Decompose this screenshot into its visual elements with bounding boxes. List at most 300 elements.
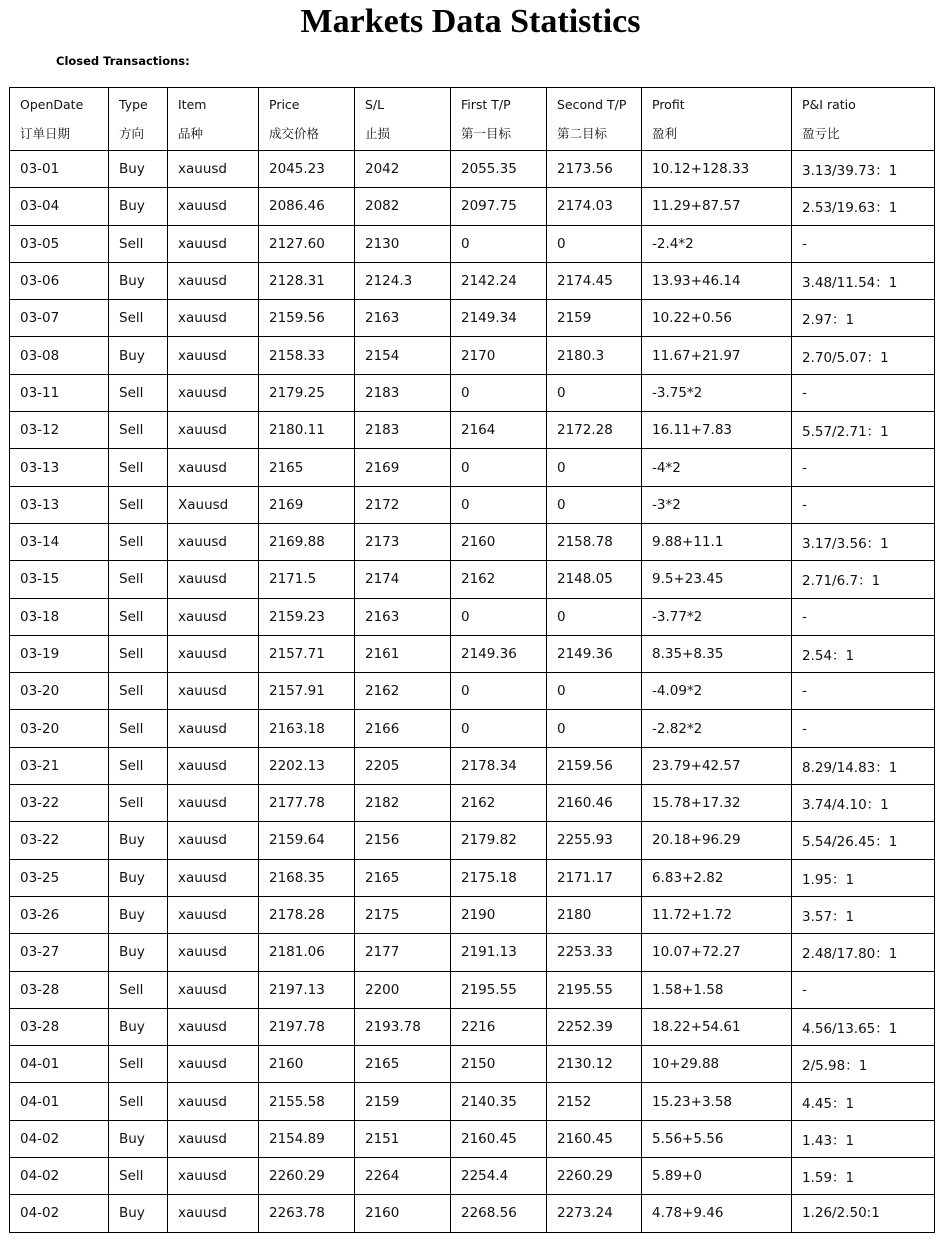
cell-pi-ratio: 1.43：1	[792, 1120, 935, 1157]
cell-pi-ratio: -	[792, 710, 935, 747]
cell-first-tp: 2216	[451, 1008, 547, 1045]
cell-pi-ratio: -	[792, 374, 935, 411]
column-header-label: Item	[178, 97, 207, 112]
table-header-row	[10, 88, 935, 151]
table-row	[10, 785, 935, 822]
table-row	[10, 188, 935, 225]
column-header-type	[109, 88, 168, 151]
table-row	[10, 262, 935, 299]
cell-item: xauusd	[168, 635, 259, 672]
table-row	[10, 896, 935, 933]
cell-first-tp: 2097.75	[451, 188, 547, 225]
cell-profit: -3*2	[642, 486, 792, 523]
column-header-label-cn: 止损	[365, 126, 391, 141]
cell-profit: 9.88+11.1	[642, 523, 792, 560]
cell-stop-loss: 2177	[355, 934, 451, 971]
cell-pi-ratio: 2.71/6.7：1	[792, 561, 935, 598]
cell-stop-loss: 2130	[355, 225, 451, 262]
cell-open-date: 03-01	[10, 151, 109, 188]
cell-pi-ratio: 4.56/13.65：1	[792, 1008, 935, 1045]
cell-first-tp: 2175.18	[451, 859, 547, 896]
cell-stop-loss: 2156	[355, 822, 451, 859]
cell-price: 2045.23	[259, 151, 355, 188]
cell-second-tp: 0	[547, 598, 642, 635]
cell-stop-loss: 2042	[355, 151, 451, 188]
column-header-profit	[642, 88, 792, 151]
cell-second-tp: 2195.55	[547, 971, 642, 1008]
cell-first-tp: 2170	[451, 337, 547, 374]
cell-second-tp: 2158.78	[547, 523, 642, 560]
column-header-label: First T/P	[461, 97, 511, 112]
cell-pi-ratio: -	[792, 673, 935, 710]
cell-item: Xauusd	[168, 486, 259, 523]
cell-item: xauusd	[168, 1158, 259, 1195]
cell-pi-ratio: 3.57：1	[792, 896, 935, 933]
cell-stop-loss: 2165	[355, 859, 451, 896]
cell-open-date: 03-27	[10, 934, 109, 971]
column-header-label: Profit	[652, 97, 685, 112]
cell-item: xauusd	[168, 785, 259, 822]
cell-profit: 16.11+7.83	[642, 412, 792, 449]
cell-second-tp: 2253.33	[547, 934, 642, 971]
cell-profit: 9.5+23.45	[642, 561, 792, 598]
cell-profit: 18.22+54.61	[642, 1008, 792, 1045]
cell-profit: -2.82*2	[642, 710, 792, 747]
cell-first-tp: 2195.55	[451, 971, 547, 1008]
cell-first-tp: 0	[451, 598, 547, 635]
cell-pi-ratio: 2/5.98：1	[792, 1046, 935, 1083]
table-row	[10, 486, 935, 523]
cell-second-tp: 2159.56	[547, 747, 642, 784]
column-header-label: Price	[269, 97, 300, 112]
cell-item: xauusd	[168, 859, 259, 896]
cell-type: Buy	[109, 337, 168, 374]
cell-profit: 15.78+17.32	[642, 785, 792, 822]
cell-item: xauusd	[168, 1046, 259, 1083]
cell-type: Sell	[109, 635, 168, 672]
cell-price: 2202.13	[259, 747, 355, 784]
cell-price: 2178.28	[259, 896, 355, 933]
cell-first-tp: 2178.34	[451, 747, 547, 784]
cell-item: xauusd	[168, 971, 259, 1008]
cell-price: 2171.5	[259, 561, 355, 598]
cell-item: xauusd	[168, 337, 259, 374]
cell-price: 2159.23	[259, 598, 355, 635]
cell-type: Sell	[109, 747, 168, 784]
cell-profit: 23.79+42.57	[642, 747, 792, 784]
cell-profit: 20.18+96.29	[642, 822, 792, 859]
cell-first-tp: 0	[451, 710, 547, 747]
cell-open-date: 04-02	[10, 1158, 109, 1195]
cell-second-tp: 2260.29	[547, 1158, 642, 1195]
table-row	[10, 598, 935, 635]
cell-type: Sell	[109, 412, 168, 449]
cell-type: Buy	[109, 1195, 168, 1232]
cell-open-date: 03-28	[10, 971, 109, 1008]
column-header-open-date	[10, 88, 109, 151]
cell-first-tp: 2140.35	[451, 1083, 547, 1120]
cell-open-date: 03-22	[10, 785, 109, 822]
cell-stop-loss: 2200	[355, 971, 451, 1008]
cell-profit: -3.77*2	[642, 598, 792, 635]
table-row	[10, 1083, 935, 1120]
table-row	[10, 1158, 935, 1195]
cell-type: Sell	[109, 1083, 168, 1120]
cell-item: xauusd	[168, 412, 259, 449]
cell-second-tp: 2172.28	[547, 412, 642, 449]
cell-stop-loss: 2160	[355, 1195, 451, 1232]
column-header-stop-loss	[355, 88, 451, 151]
cell-stop-loss: 2175	[355, 896, 451, 933]
cell-second-tp: 0	[547, 374, 642, 411]
column-header-label-cn: 成交价格	[269, 126, 320, 141]
column-header-second-tp	[547, 88, 642, 151]
cell-item: xauusd	[168, 262, 259, 299]
cell-stop-loss: 2205	[355, 747, 451, 784]
cell-item: xauusd	[168, 1008, 259, 1045]
cell-price: 2127.60	[259, 225, 355, 262]
cell-stop-loss: 2161	[355, 635, 451, 672]
cell-stop-loss: 2264	[355, 1158, 451, 1195]
cell-price: 2086.46	[259, 188, 355, 225]
cell-pi-ratio: 5.54/26.45：1	[792, 822, 935, 859]
cell-price: 2157.91	[259, 673, 355, 710]
column-header-label-cn: 盈利	[652, 126, 678, 141]
cell-stop-loss: 2163	[355, 300, 451, 337]
cell-stop-loss: 2151	[355, 1120, 451, 1157]
cell-price: 2155.58	[259, 1083, 355, 1120]
cell-item: xauusd	[168, 561, 259, 598]
cell-type: Sell	[109, 486, 168, 523]
cell-price: 2180.11	[259, 412, 355, 449]
cell-stop-loss: 2162	[355, 673, 451, 710]
cell-second-tp: 2149.36	[547, 635, 642, 672]
column-header-label-cn: 盈亏比	[802, 126, 840, 141]
cell-stop-loss: 2124.3	[355, 262, 451, 299]
cell-first-tp: 2191.13	[451, 934, 547, 971]
cell-open-date: 03-08	[10, 337, 109, 374]
cell-pi-ratio: -	[792, 449, 935, 486]
cell-type: Buy	[109, 896, 168, 933]
cell-pi-ratio: 2.48/17.80：1	[792, 934, 935, 971]
cell-price: 2128.31	[259, 262, 355, 299]
cell-price: 2179.25	[259, 374, 355, 411]
cell-open-date: 03-13	[10, 486, 109, 523]
cell-type: Buy	[109, 1120, 168, 1157]
cell-stop-loss: 2154	[355, 337, 451, 374]
table-row	[10, 934, 935, 971]
cell-profit: 10.22+0.56	[642, 300, 792, 337]
cell-type: Buy	[109, 188, 168, 225]
cell-profit: 13.93+46.14	[642, 262, 792, 299]
cell-item: xauusd	[168, 598, 259, 635]
cell-stop-loss: 2169	[355, 449, 451, 486]
column-header-label: P&I ratio	[802, 97, 856, 112]
cell-price: 2181.06	[259, 934, 355, 971]
cell-pi-ratio: 3.17/3.56：1	[792, 523, 935, 560]
cell-open-date: 03-11	[10, 374, 109, 411]
cell-second-tp: 2160.45	[547, 1120, 642, 1157]
cell-type: Sell	[109, 1046, 168, 1083]
cell-second-tp: 2255.93	[547, 822, 642, 859]
cell-open-date: 03-12	[10, 412, 109, 449]
cell-profit: 11.72+1.72	[642, 896, 792, 933]
cell-price: 2154.89	[259, 1120, 355, 1157]
cell-type: Sell	[109, 449, 168, 486]
table-row	[10, 859, 935, 896]
cell-first-tp: 0	[451, 486, 547, 523]
cell-first-tp: 2055.35	[451, 151, 547, 188]
cell-pi-ratio: 5.57/2.71：1	[792, 412, 935, 449]
cell-price: 2157.71	[259, 635, 355, 672]
cell-stop-loss: 2183	[355, 374, 451, 411]
cell-second-tp: 0	[547, 486, 642, 523]
cell-pi-ratio: 4.45：1	[792, 1083, 935, 1120]
column-header-label-cn: 第一目标	[461, 126, 512, 141]
cell-second-tp: 2180.3	[547, 337, 642, 374]
table-row	[10, 151, 935, 188]
cell-pi-ratio: 3.13/39.73：1	[792, 151, 935, 188]
column-header-pi-ratio	[792, 88, 935, 151]
cell-item: xauusd	[168, 822, 259, 859]
cell-profit: 10.07+72.27	[642, 934, 792, 971]
cell-stop-loss: 2172	[355, 486, 451, 523]
cell-second-tp: 2130.12	[547, 1046, 642, 1083]
column-header-item	[168, 88, 259, 151]
table-row	[10, 300, 935, 337]
cell-first-tp: 0	[451, 374, 547, 411]
column-header-label-cn: 第二目标	[557, 126, 608, 141]
cell-first-tp: 2160	[451, 523, 547, 560]
cell-open-date: 04-02	[10, 1195, 109, 1232]
cell-second-tp: 0	[547, 673, 642, 710]
cell-pi-ratio: 2.70/5.07：1	[792, 337, 935, 374]
table-row	[10, 225, 935, 262]
cell-second-tp: 2160.46	[547, 785, 642, 822]
column-header-price	[259, 88, 355, 151]
cell-type: Sell	[109, 374, 168, 411]
cell-open-date: 03-20	[10, 710, 109, 747]
cell-stop-loss: 2159	[355, 1083, 451, 1120]
cell-profit: 1.58+1.58	[642, 971, 792, 1008]
cell-open-date: 03-07	[10, 300, 109, 337]
cell-price: 2165	[259, 449, 355, 486]
table-row	[10, 971, 935, 1008]
cell-type: Sell	[109, 971, 168, 1008]
cell-price: 2163.18	[259, 710, 355, 747]
cell-profit: -4.09*2	[642, 673, 792, 710]
column-header-label-cn: 品种	[178, 126, 204, 141]
cell-stop-loss: 2193.78	[355, 1008, 451, 1045]
cell-price: 2169	[259, 486, 355, 523]
cell-type: Sell	[109, 598, 168, 635]
table-row	[10, 710, 935, 747]
cell-second-tp: 2252.39	[547, 1008, 642, 1045]
cell-first-tp: 2142.24	[451, 262, 547, 299]
cell-pi-ratio: 2.53/19.63：1	[792, 188, 935, 225]
cell-pi-ratio: -	[792, 486, 935, 523]
cell-type: Buy	[109, 859, 168, 896]
table-row	[10, 822, 935, 859]
table-body	[10, 151, 935, 1233]
cell-profit: 10+29.88	[642, 1046, 792, 1083]
column-header-label-cn: 订单日期	[20, 126, 71, 141]
table-row	[10, 449, 935, 486]
cell-price: 2159.56	[259, 300, 355, 337]
cell-second-tp: 2174.45	[547, 262, 642, 299]
cell-type: Sell	[109, 1158, 168, 1195]
cell-type: Sell	[109, 561, 168, 598]
cell-open-date: 03-22	[10, 822, 109, 859]
cell-stop-loss: 2173	[355, 523, 451, 560]
cell-first-tp: 2160.45	[451, 1120, 547, 1157]
cell-type: Sell	[109, 523, 168, 560]
cell-pi-ratio: 2.97：1	[792, 300, 935, 337]
cell-price: 2169.88	[259, 523, 355, 560]
cell-price: 2159.64	[259, 822, 355, 859]
cell-open-date: 03-21	[10, 747, 109, 784]
cell-item: xauusd	[168, 1195, 259, 1232]
cell-first-tp: 2162	[451, 785, 547, 822]
cell-price: 2260.29	[259, 1158, 355, 1195]
cell-first-tp: 2149.36	[451, 635, 547, 672]
cell-price: 2197.13	[259, 971, 355, 1008]
cell-item: xauusd	[168, 300, 259, 337]
cell-second-tp: 2171.17	[547, 859, 642, 896]
cell-first-tp: 2179.82	[451, 822, 547, 859]
cell-stop-loss: 2082	[355, 188, 451, 225]
cell-item: xauusd	[168, 151, 259, 188]
cell-first-tp: 2268.56	[451, 1195, 547, 1232]
cell-second-tp: 2180	[547, 896, 642, 933]
cell-profit: 6.83+2.82	[642, 859, 792, 896]
cell-profit: 15.23+3.58	[642, 1083, 792, 1120]
cell-price: 2160	[259, 1046, 355, 1083]
cell-second-tp: 2159	[547, 300, 642, 337]
cell-type: Buy	[109, 822, 168, 859]
table-row	[10, 1120, 935, 1157]
cell-item: xauusd	[168, 188, 259, 225]
cell-first-tp: 2149.34	[451, 300, 547, 337]
cell-open-date: 04-01	[10, 1046, 109, 1083]
cell-price: 2177.78	[259, 785, 355, 822]
column-header-label: S/L	[365, 97, 385, 112]
transactions-table	[9, 87, 935, 1233]
cell-stop-loss: 2182	[355, 785, 451, 822]
cell-open-date: 03-06	[10, 262, 109, 299]
section-subtitle: Closed Transactions:	[56, 54, 190, 68]
cell-pi-ratio: -	[792, 971, 935, 1008]
cell-price: 2197.78	[259, 1008, 355, 1045]
cell-item: xauusd	[168, 225, 259, 262]
cell-open-date: 03-20	[10, 673, 109, 710]
cell-second-tp: 0	[547, 710, 642, 747]
cell-type: Sell	[109, 300, 168, 337]
cell-type: Sell	[109, 785, 168, 822]
cell-item: xauusd	[168, 523, 259, 560]
cell-first-tp: 0	[451, 449, 547, 486]
page-title: Markets Data Statistics	[300, 3, 641, 40]
cell-second-tp: 2152	[547, 1083, 642, 1120]
cell-item: xauusd	[168, 449, 259, 486]
cell-open-date: 03-25	[10, 859, 109, 896]
cell-item: xauusd	[168, 896, 259, 933]
cell-price: 2158.33	[259, 337, 355, 374]
table-row	[10, 673, 935, 710]
cell-stop-loss: 2174	[355, 561, 451, 598]
cell-type: Buy	[109, 262, 168, 299]
table-row	[10, 337, 935, 374]
cell-profit: 11.29+87.57	[642, 188, 792, 225]
cell-open-date: 03-28	[10, 1008, 109, 1045]
table-row	[10, 412, 935, 449]
cell-stop-loss: 2163	[355, 598, 451, 635]
cell-price: 2263.78	[259, 1195, 355, 1232]
cell-type: Sell	[109, 710, 168, 747]
cell-open-date: 03-05	[10, 225, 109, 262]
cell-open-date: 03-18	[10, 598, 109, 635]
cell-profit: -3.75*2	[642, 374, 792, 411]
cell-first-tp: 2254.4	[451, 1158, 547, 1195]
column-header-label: OpenDate	[20, 97, 84, 112]
cell-pi-ratio: 3.48/11.54：1	[792, 262, 935, 299]
cell-first-tp: 0	[451, 225, 547, 262]
cell-type: Sell	[109, 673, 168, 710]
cell-profit: 5.89+0	[642, 1158, 792, 1195]
table-row	[10, 523, 935, 560]
cell-second-tp: 2273.24	[547, 1195, 642, 1232]
cell-open-date: 03-13	[10, 449, 109, 486]
cell-first-tp: 2150	[451, 1046, 547, 1083]
cell-second-tp: 2173.56	[547, 151, 642, 188]
cell-pi-ratio: 2.54：1	[792, 635, 935, 672]
cell-profit: 4.78+9.46	[642, 1195, 792, 1232]
cell-first-tp: 2190	[451, 896, 547, 933]
cell-first-tp: 2164	[451, 412, 547, 449]
cell-type: Buy	[109, 934, 168, 971]
cell-item: xauusd	[168, 1083, 259, 1120]
cell-profit: 5.56+5.56	[642, 1120, 792, 1157]
cell-pi-ratio: 3.74/4.10：1	[792, 785, 935, 822]
cell-item: xauusd	[168, 747, 259, 784]
table-row	[10, 1008, 935, 1045]
cell-second-tp: 0	[547, 449, 642, 486]
cell-open-date: 03-26	[10, 896, 109, 933]
cell-profit: 10.12+128.33	[642, 151, 792, 188]
cell-type: Sell	[109, 225, 168, 262]
table-row	[10, 561, 935, 598]
cell-second-tp: 0	[547, 225, 642, 262]
cell-pi-ratio: -	[792, 598, 935, 635]
cell-price: 2168.35	[259, 859, 355, 896]
cell-item: xauusd	[168, 673, 259, 710]
cell-open-date: 04-01	[10, 1083, 109, 1120]
cell-item: xauusd	[168, 934, 259, 971]
cell-open-date: 03-19	[10, 635, 109, 672]
cell-open-date: 03-14	[10, 523, 109, 560]
column-header-label: Second T/P	[557, 97, 627, 112]
cell-second-tp: 2174.03	[547, 188, 642, 225]
column-header-first-tp	[451, 88, 547, 151]
cell-profit: 11.67+21.97	[642, 337, 792, 374]
cell-open-date: 03-15	[10, 561, 109, 598]
table-row	[10, 747, 935, 784]
cell-type: Buy	[109, 151, 168, 188]
cell-pi-ratio: -	[792, 225, 935, 262]
cell-item: xauusd	[168, 710, 259, 747]
cell-pi-ratio: 8.29/14.83：1	[792, 747, 935, 784]
cell-pi-ratio: 1.26/2.50:1	[792, 1195, 935, 1232]
